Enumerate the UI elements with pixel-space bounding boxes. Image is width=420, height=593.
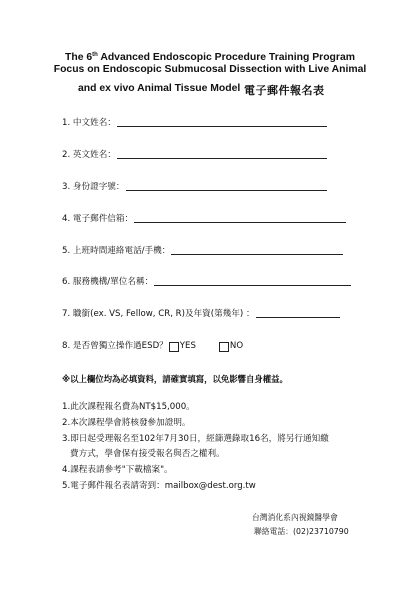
field-blank-line[interactable] [154, 284, 351, 286]
no-label: NO [229, 341, 244, 351]
info-item-deadline-cont: 費方式，學會保有接受報名與否之權利。 [70, 449, 225, 459]
field-id-number[interactable] [62, 181, 327, 193]
field-blank-line[interactable] [134, 221, 346, 223]
required-notice: ※以上欄位均為必填資料，請確實填寫，以免影響自身權益。 [62, 374, 288, 384]
field-label: 7. 職銜(ex. VS, Fellow, CR, R)及年資(第幾年) ： [62, 309, 255, 319]
field-english-name[interactable] [62, 149, 327, 161]
form-title-line-1: The 6th Advanced Endoscopic Procedure Training Program [65, 52, 355, 63]
info-item-certificate: 2.本次課程學會將核發參加證明。 [62, 418, 191, 428]
field-blank-line[interactable] [256, 316, 340, 318]
field-blank-line[interactable] [117, 157, 327, 159]
info-item-schedule: 4.課程表請參考"下載檔案"。 [62, 465, 173, 475]
field-blank-line[interactable] [171, 253, 343, 255]
field-email[interactable] [62, 213, 346, 225]
field-label: 6. 服務機構/單位名稱： [62, 277, 154, 287]
field-blank-line[interactable] [126, 189, 327, 191]
question-label: 8. 是否曾獨立操作過ESD？ [62, 341, 168, 351]
yes-label: YES [179, 341, 196, 351]
field-blank-line[interactable] [117, 125, 327, 127]
field-phone[interactable] [62, 245, 343, 257]
field-institution[interactable] [62, 276, 351, 288]
field-chinese-name[interactable] [62, 117, 327, 129]
field-label: 3. 身份證字號： [62, 182, 125, 192]
field-title-seniority[interactable] [62, 308, 340, 320]
yes-checkbox[interactable] [169, 342, 179, 352]
info-item-email: 5.電子郵件報名表請寄到：mailbox@dest.org.tw [62, 481, 256, 491]
question-esd-experience [62, 340, 243, 352]
form-title-line-3: and ex vivo Animal Tissue Model [78, 83, 241, 94]
form-title-chinese: 電子郵件報名表 [244, 84, 325, 97]
field-label: 4. 電子郵件信箱： [62, 214, 134, 224]
field-label: 1. 中文姓名： [62, 118, 116, 128]
organization-name: 台灣消化系內視鏡醫學會 [252, 513, 338, 522]
info-item-deadline: 3.即日起受理報名至102年7月30日，經篩選錄取16名，將另行通知繳 [62, 434, 329, 444]
form-title-line-2: Focus on Endoscopic Submucosal Dissection with Live Animal [53, 64, 367, 75]
field-label: 2. 英文姓名： [62, 150, 116, 160]
no-checkbox[interactable] [219, 342, 229, 352]
contact-phone: 聯絡電話：(02)23710790 [254, 527, 349, 536]
field-label: 5. 上班時間連絡電話/手機： [62, 246, 171, 256]
info-item-fee: 1.此次課程報名費為NT$15,000。 [62, 402, 195, 412]
